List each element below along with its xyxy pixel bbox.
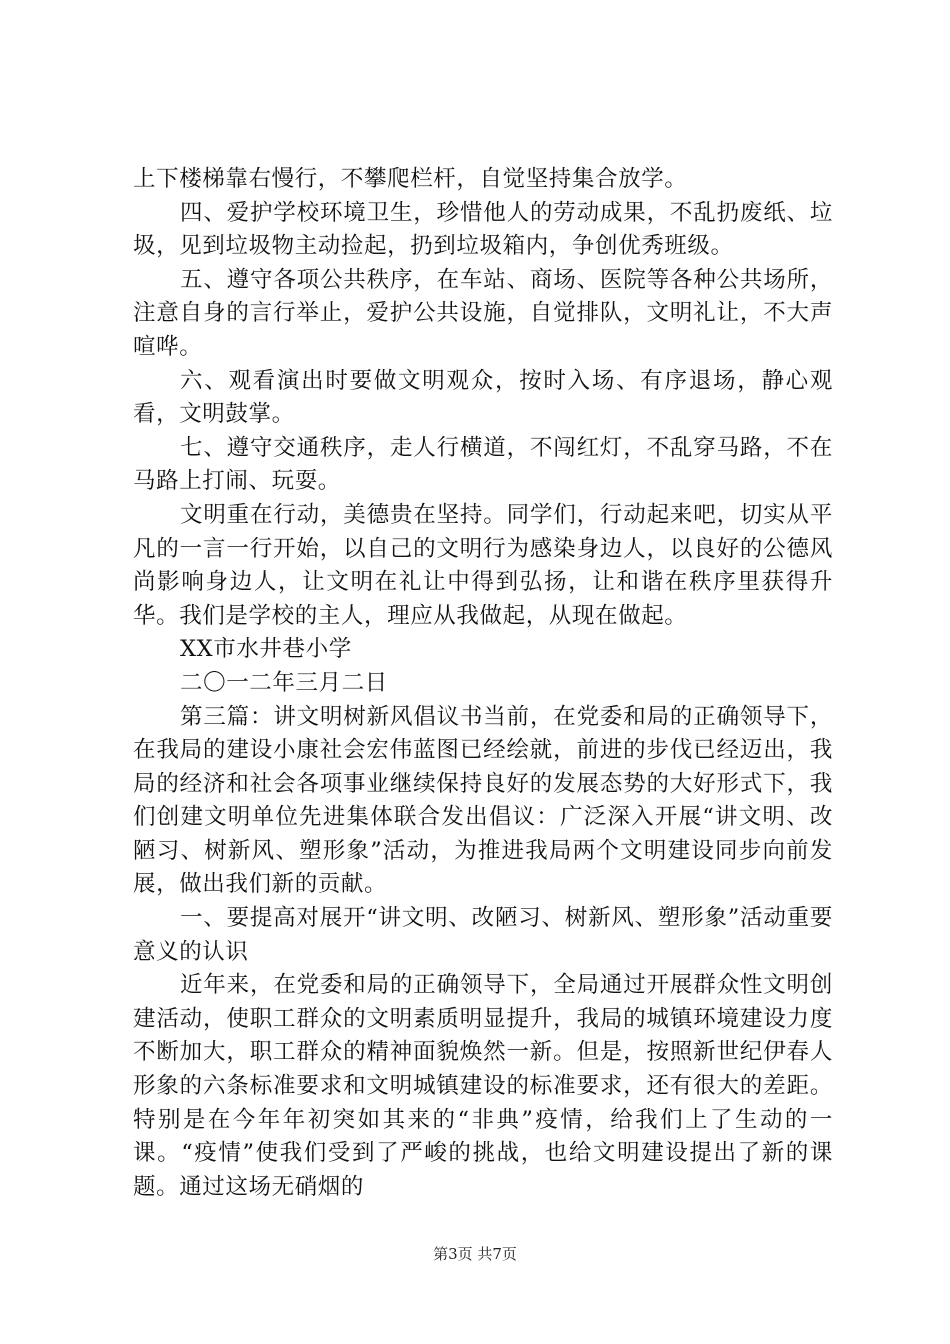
- paragraph-continuation: 上下楼梯靠右慢行，不攀爬栏杆，自觉坚持集合放学。: [133, 166, 688, 192]
- signature-school: XX市水井巷小学: [180, 636, 352, 663]
- paragraph-item-five: 五、遵守各项公共秩序，在车站、商场、医院等各种公共场所，注意自身的言行举止，爱护公共设施，自觉排队，文明礼让，不大声喧哗。: [133, 266, 833, 360]
- signature-date: 二〇一二年三月二日: [180, 669, 388, 696]
- paragraph-recent-years: 近年来，在党委和局的正确领导下，全局通过开展群众性文明创建活动，使职工群众的文明素质明显提升，我局的城镇环境建设力度不断加大，职工群众的精神面貌焕然一新。但是，按照新世纪伊春人形象的六条标准要求和文明城镇建设的标准要求，还有很大的差距。特别是在今年年初突如其来的“非典”疫情，给我们上了生动的一课。“疫情”使我们受到了严峻的挑战，也给文明建设提出了新的课题。通过这场无硝烟的: [133, 972, 833, 1200]
- document-body: [133, 163, 833, 1204]
- paragraph-item-four: 四、爱护学校环境卫生，珍惜他人的劳动成果，不乱扔废纸、垃圾，见到垃圾物主动捡起，扔到垃圾箱内，争创优秀班级。: [133, 199, 833, 260]
- paragraph-section-three: 第三篇：讲文明树新风倡议书当前，在党委和局的正确领导下，在我局的建设小康社会宏伟蓝图已经绘就，前进的步伐已经迈出，我局的经济和社会各项事业继续保持良好的发展态势的大好形式下，我们创建文明单位先进集体联合发出倡议：广泛深入开展“讲文明、改陋习、树新风、塑形象”活动，为推进我局两个文明建设同步向前发展，做出我们新的贡献。: [133, 703, 833, 898]
- paragraph-item-six: 六、观看演出时要做文明观众，按时入场、有序退场，静心观看，文明鼓掌。: [133, 367, 833, 428]
- paragraph-closing: 文明重在行动，美德贵在坚持。同学们，行动起来吧，切实从平凡的一言一行开始，以自己的文明行为感染身边人，以良好的公德风尚影响身边人，让文明在礼让中得到弘扬，让和谐在秩序里获得升华。我们是学校的主人，理应从我做起，从现在做起。: [133, 501, 833, 629]
- page-footer: 第3页 共7页: [433, 1245, 517, 1263]
- paragraph-item-seven: 七、遵守交通秩序，走人行横道，不闯红灯，不乱穿马路，不在马路上打闹、玩耍。: [133, 434, 833, 495]
- paragraph-heading-one: 一、要提高对展开“讲文明、改陋习、树新风、塑形象”活动重要意义的认识: [133, 905, 833, 965]
